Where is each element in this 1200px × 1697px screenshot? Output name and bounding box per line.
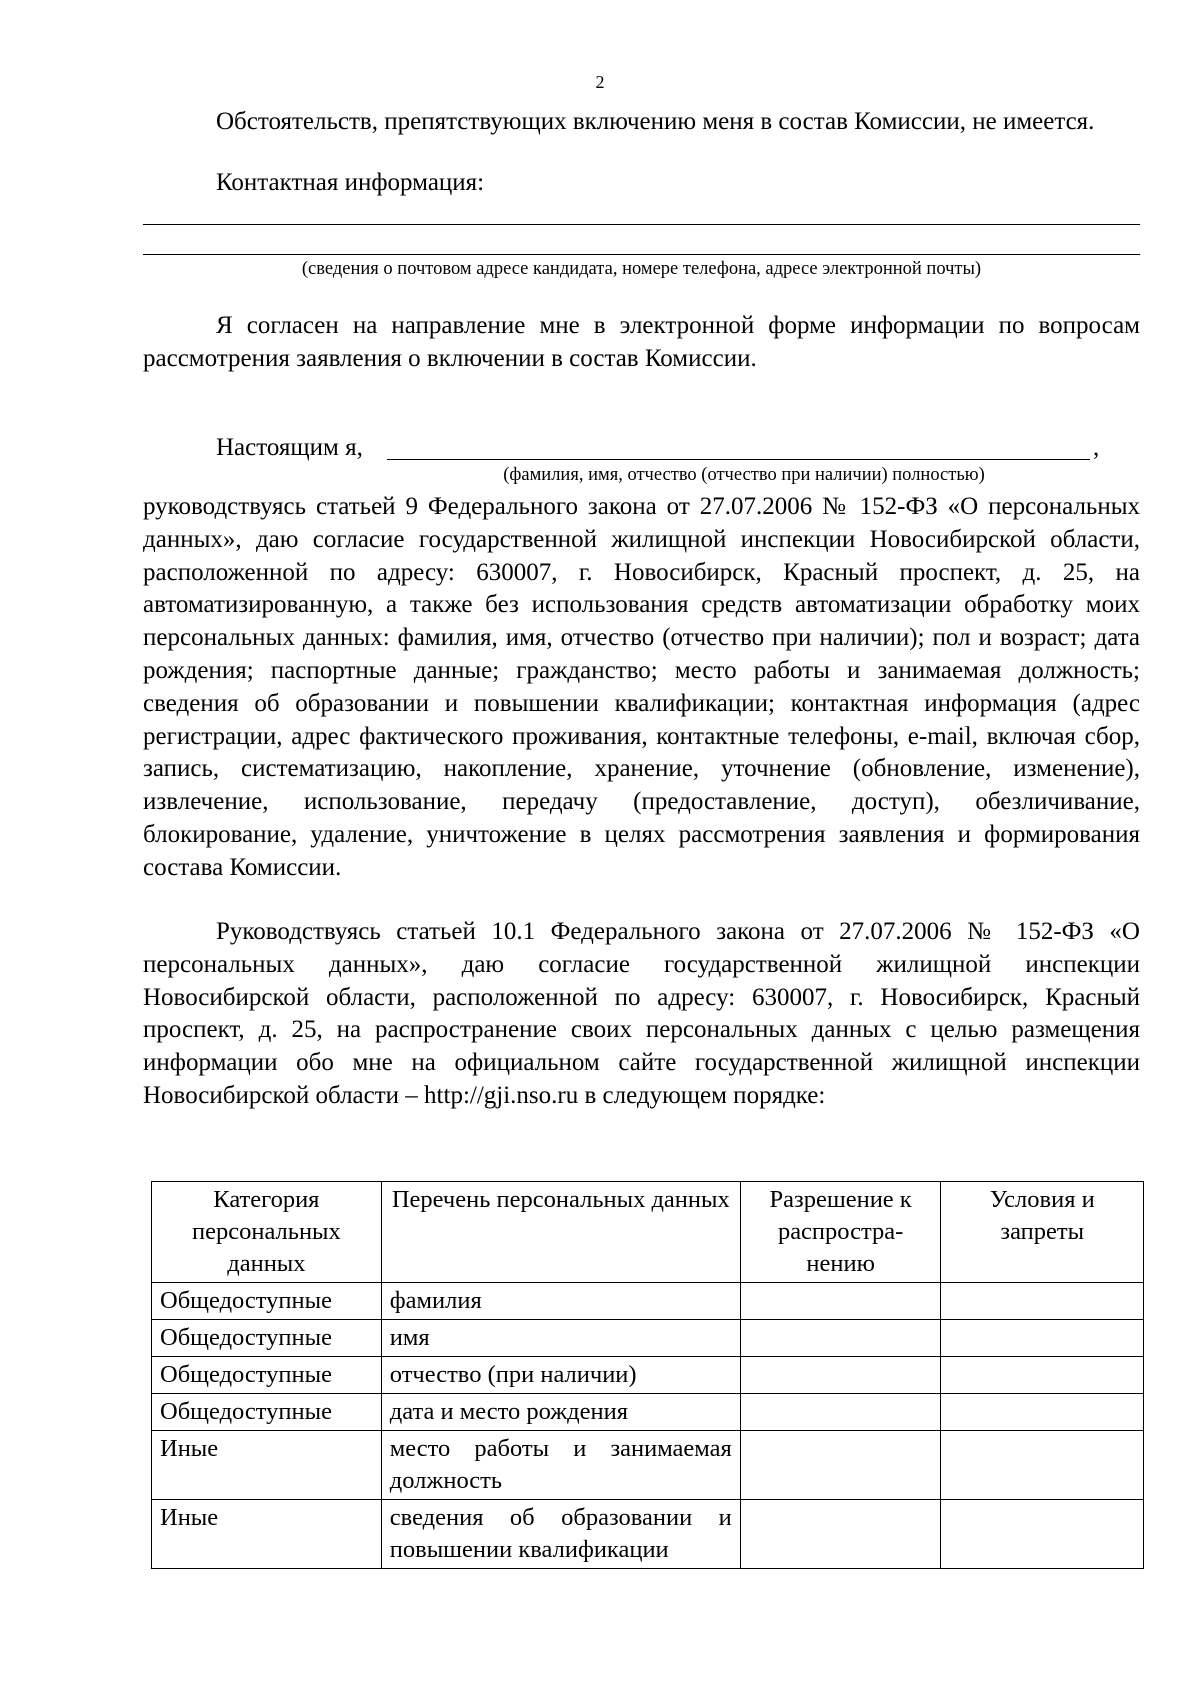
table-row [152,1320,1144,1357]
data-item-cell: имя [381,1320,740,1357]
table-row [152,1394,1144,1431]
electronic-consent-paragraph: Я согласен на направление мне в электронной форме информации по вопросам рассмотрения заявления о включении в состав Комиссии. [143,312,1140,372]
conditions-cell[interactable] [941,1283,1144,1320]
contact-label: Контактная информация: [216,169,485,196]
permission-cell[interactable] [740,1394,941,1431]
permission-cell[interactable] [740,1357,941,1394]
conditions-cell[interactable] [941,1500,1144,1569]
category-cell: Общедоступные [152,1283,382,1320]
category-cell: Иные [152,1500,382,1569]
data-item-cell: дата и место рождения [381,1394,740,1431]
full-name-line [387,459,1090,460]
table-header-row [152,1182,1144,1283]
personal-data-table [151,1181,1144,1569]
contact-line-2 [143,254,1140,255]
distribution-consent-paragraph: Руководствуясь статьей 10.1 Федерального закона от 27.07.2006 № 152-ФЗ «О персональных данных», даю согласие государственной жилищной инспекции Новосибирской области, расположенной по адресу: 630007, г. Новосибирск, Красный проспект, д. 25, на распространение своих персональных данных с целью размещения информации обо мне на официальном сайте государственной жилищной инспекции Новосибирской области – http://gji.nso.ru в следующем порядке: [143,918,1140,1109]
header-category: Категория персональных данных [152,1182,382,1283]
circumstances-paragraph: Обстоятельств, препятствующих включению меня в состав Комиссии, не имеется. [216,108,1095,135]
full-name-row [143,432,1140,466]
data-item-cell: фамилия [381,1283,740,1320]
table-row [152,1500,1144,1569]
category-cell: Общедоступные [152,1394,382,1431]
header-data-list: Перечень персональных данных [381,1182,740,1283]
name-comma: , [1093,434,1100,461]
category-cell: Общедоступные [152,1320,382,1357]
conditions-cell[interactable] [941,1431,1144,1500]
data-item-cell: отчество (при наличии) [381,1357,740,1394]
permission-cell[interactable] [740,1500,941,1569]
conditions-cell[interactable] [941,1357,1144,1394]
name-label: Настоящим я, [216,434,363,461]
permission-cell[interactable] [740,1320,941,1357]
contact-line-1 [143,224,1140,225]
full-name-caption: (фамилия, имя, отчество (отчество при наличии) полностью) [503,465,985,485]
conditions-cell[interactable] [941,1394,1144,1431]
permission-cell[interactable] [740,1283,941,1320]
conditions-cell[interactable] [941,1320,1144,1357]
contact-caption: (сведения о почтовом адресе кандидата, номере телефона, адресе электронной почты) [301,259,982,279]
data-item-cell: сведения об образовании и повышении квалификации [381,1500,740,1569]
processing-consent-paragraph: руководствуясь статьей 9 Федерального закона от 27.07.2006 № 152-ФЗ «О персональных данных», даю согласие государственной жилищной инспекции Новосибирской области, расположенной по адресу: 630007, г. Новосибирск, Красный проспект, д. 25, на автоматизированную, а также без использования средств автоматизации обработку моих персональных данных: фамилия, имя, отчество (отчество при наличии); пол и возраст; дата рождения; паспортные данные; гражданство; место работы и занимаемая должность; сведения об образовании и повышении квалификации; контактная информация (адрес регистрации, адрес фактического проживания, контактные телефоны, e-mail, включая сбор, запись, систематизацию, накопление, хранение, уточнение (обновление, изменение), извлечение, использование, передачу (предоставление, доступ), обезличивание, блокирование, удаление, уничтожение в целях рассмотрения заявления и формирования состава Комиссии. [143,493,1140,881]
header-conditions: Условия и запреты [941,1182,1144,1283]
data-item-cell: место работы и занимаемая должность [381,1431,740,1500]
page-number: 2 [595,72,605,92]
category-cell: Иные [152,1431,382,1500]
table-row [152,1283,1144,1320]
table-row [152,1431,1144,1500]
category-cell: Общедоступные [152,1357,382,1394]
permission-cell[interactable] [740,1431,941,1500]
table-row [152,1357,1144,1394]
header-permission: Разрешение к распростра-нению [740,1182,941,1283]
